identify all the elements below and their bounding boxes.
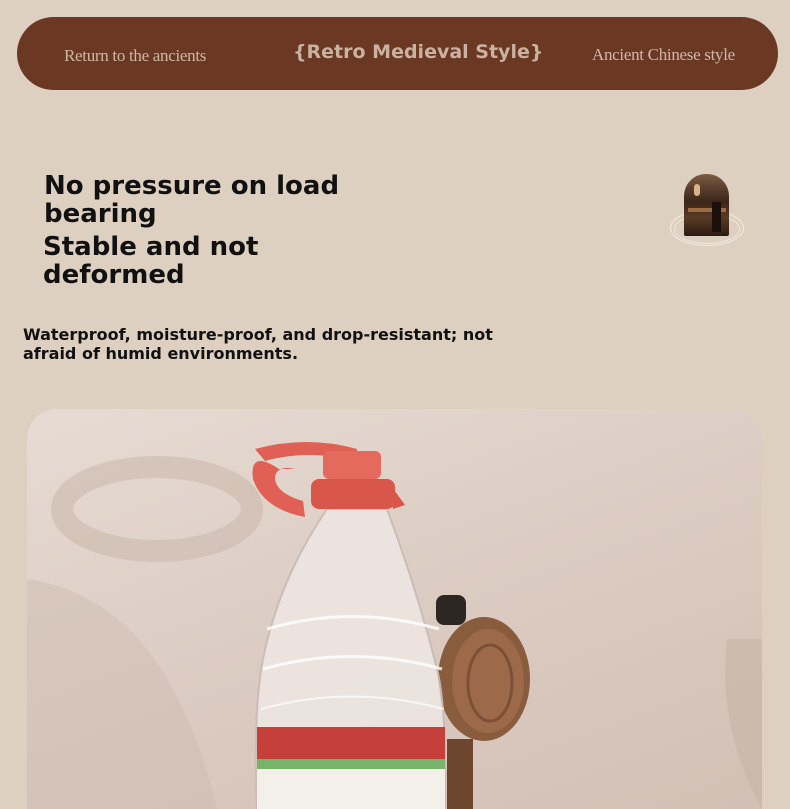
- hook-stem: [447, 739, 473, 809]
- lamp-shape: [694, 184, 700, 196]
- hook-shadow: [62, 467, 252, 551]
- banner-left-text: Return to the ancients: [64, 46, 207, 65]
- product-illustration: [27, 409, 762, 809]
- cap-collar: [311, 479, 395, 509]
- corner-shadow: [725, 639, 762, 809]
- product-photo: [27, 409, 762, 809]
- bottle-cap: [323, 451, 381, 479]
- bottle-shadow: [27, 579, 217, 809]
- headline-stable: Stable and not deformed: [43, 232, 259, 290]
- room-scene-image: [684, 174, 729, 236]
- hook-mount: [436, 595, 466, 625]
- banner-title: {Retro Medieval Style}: [293, 41, 544, 63]
- headline-load-bearing: No pressure on load bearing: [44, 171, 340, 229]
- feature-description: Waterproof, moisture-proof, and drop-resistant; not afraid of humid environments.: [23, 325, 493, 363]
- style-banner: [17, 17, 778, 90]
- banner-right-text: Ancient Chinese style: [592, 45, 735, 64]
- bottle-label-red: [257, 727, 445, 759]
- room-thumbnail: [668, 172, 748, 252]
- bottle-label-white: [257, 769, 445, 809]
- chair-shape: [712, 202, 721, 232]
